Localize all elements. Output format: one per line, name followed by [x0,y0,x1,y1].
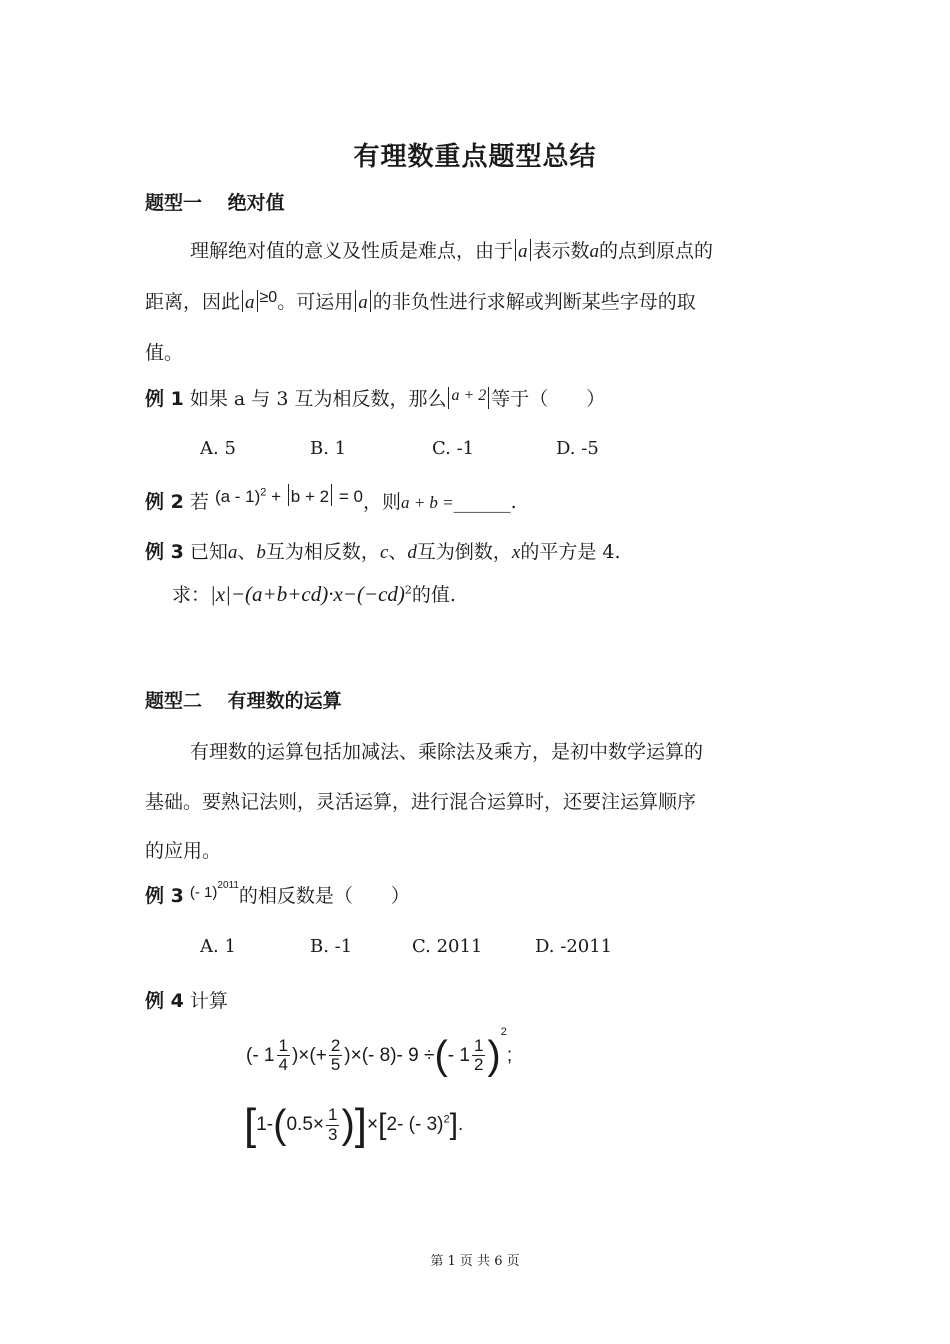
example4: 例 4 计算 [145,990,228,1012]
section1-para-line3: 值。 [145,342,184,364]
example3-option-c: C. 2011 [412,936,483,957]
page-footer: 第 1 页 共 6 页 [430,1254,520,1269]
example3: 例 3 已知a、b互为相反数，c、d互为倒数，x的平方是 4. [145,541,621,563]
example3-option-d: D. -2011 [535,936,613,957]
example3-option-b: B. -1 [310,936,353,957]
example1-option-d: D. -5 [556,438,599,459]
example2: 例 2 若 (a - 1)$^2$ + b + 2 = 0，则a + b =______. [145,484,517,514]
section2-para-line3: 的应用。 [145,840,222,862]
page-title: 有理数重点题型总结 [353,142,597,172]
section1-heading: 题型一 绝对值 [145,192,285,214]
section2-heading: 题型二 有理数的运算 [145,690,342,712]
section2-para-line1: 有理数的运算包括加减法、乘除法及乘方，是初中数学运算的 [190,741,704,763]
example3-sec2: 例 3 $^{(- 1)2011}$的相反数是（ ） [145,880,410,907]
calc-expression-2: [1-(0.5× $\frac{1}{3}$ )]×[2- (- 3)$^2$]. [244,1100,464,1149]
section1-para-line2: 距离，因此 a $^{\ge 0}$。可运用 a 的非负性进行求解或判断某些字母的取 [145,289,696,313]
example1-option-c: C. -1 [432,438,475,459]
section1-para-line1: 理解绝对值的意义及性质是难点，由于 a 表示数a的点到原点的 [190,240,714,262]
section2-para-line2: 基础。要熟记法则，灵活运算，进行混合运算时，还要注运算顺序 [145,791,697,813]
example3-ask: 求：$|x|-(a+b+cd)\cdot x-(-cd)^2$的值. [172,582,456,606]
example1: 例 1 如果 a 与 3 互为相反数，那么 $^{a + 2}$ 等于（ ） [145,387,606,410]
example1-option-a: A. 5 [200,438,236,459]
example1-option-b: B. 1 [310,438,347,459]
calc-expression-1: (- 1 $\frac{1}{4}$ )×(+ $\frac{2}{5}$ )×(- 8)- 9 ÷(- 1 $\frac{1}{2}$ )$^2$; [246,1026,513,1078]
example3-option-a: A. 1 [200,936,236,957]
